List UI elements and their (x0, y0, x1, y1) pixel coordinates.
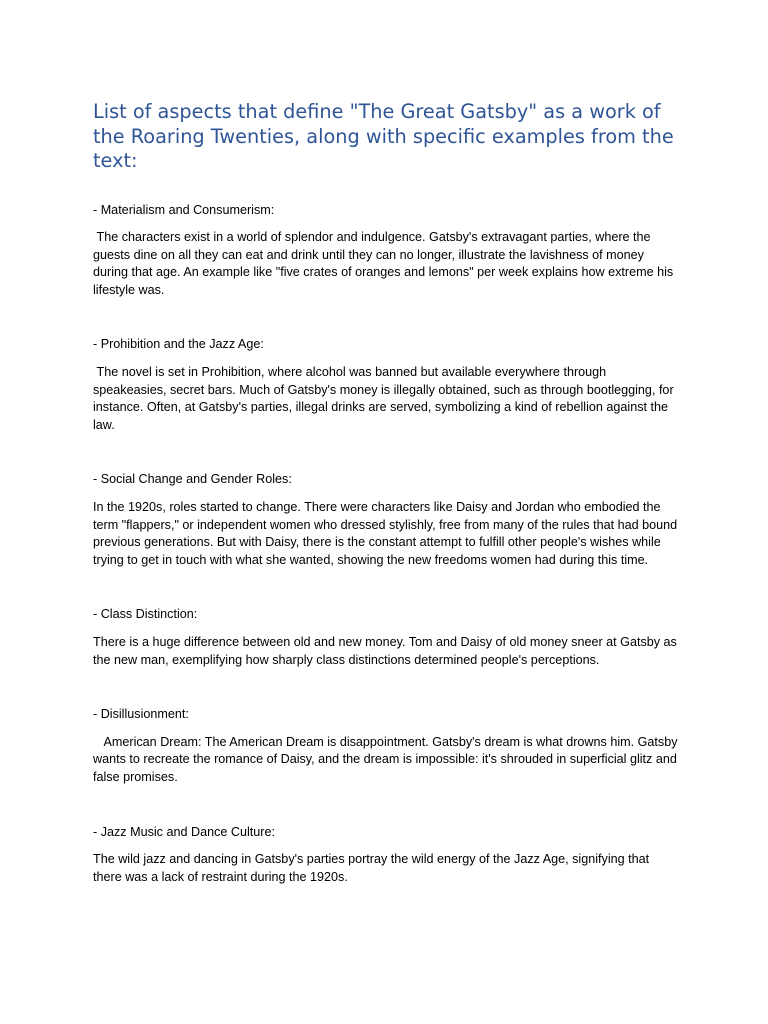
paragraph-spacer (93, 787, 678, 824)
section-heading: - Jazz Music and Dance Culture: (93, 824, 275, 839)
document-page (93, 100, 682, 886)
section-body: In the 1920s, roles started to change. There were characters like Daisy and Jordan who embodied the term "flappers," or independent women who dressed stylishly, free from many of the rules that had bound previous generations. But with Daisy, there is the constant attempt to fulfill other people's wishes while trying to get in touch with what she wanted, showing the new freedoms women had during this time. (93, 500, 681, 567)
section-heading: - Disillusionment: (93, 707, 189, 722)
section-heading: - Prohibition and the Jazz Age: (93, 337, 264, 352)
document-title: List of aspects that define "The Great Gatsby" as a work of the Roaring Twenties, along with specific examples from the text: (93, 100, 680, 172)
section-heading: - Class Distinction: (93, 607, 198, 622)
section-heading: - Materialism and Consumerism: (93, 202, 275, 217)
section-heading: - Social Change and Gender Roles: (93, 472, 292, 487)
section-class-distinction (93, 606, 681, 669)
section-body: The novel is set in Prohibition, where alcohol was banned but available everywhere through speakeasies, secret bars. Much of Gatsby's money is illegally obtained, such as through bootlegging, for instance. Often, at Gatsby's parties, illegal drinks are served, symbolizing a kind of rebellion against the law. (93, 365, 678, 432)
section-body: There is a huge difference between old and new money. Tom and Daisy of old money sneer at Gatsby as the new man, exemplifying how sharply class distinctions determined people's perceptions. (93, 635, 681, 667)
paragraph-spacer (93, 299, 678, 336)
section-body: The characters exist in a world of splendor and indulgence. Gatsby's extravagant parties, where the guests dine on all they can eat and drink until they can no longer, illustrate the lavishness of money during that age. An example like "five crates of oranges and lemons" per week explains how extreme his lifestyle was. (93, 230, 677, 297)
paragraph-spacer (93, 434, 678, 471)
section-body: The wild jazz and dancing in Gatsby's parties portray the wild energy of the Jazz Age, signifying that there was a lack of restraint during the 1920s. (93, 852, 653, 884)
section-jazz-culture (93, 824, 678, 887)
paragraph-spacer (93, 569, 678, 606)
paragraph-spacer (93, 669, 678, 706)
section-materialism (93, 202, 678, 300)
section-disillusionment (93, 706, 682, 786)
section-prohibition (93, 336, 678, 434)
section-body: American Dream: The American Dream is disappointment. Gatsby's dream is what drowns him. Gatsby wants to recreate the romance of Daisy, and the dream is impossible: it's shrouded in superficial glitz and false promises. (93, 734, 682, 784)
section-social-change (93, 471, 681, 569)
